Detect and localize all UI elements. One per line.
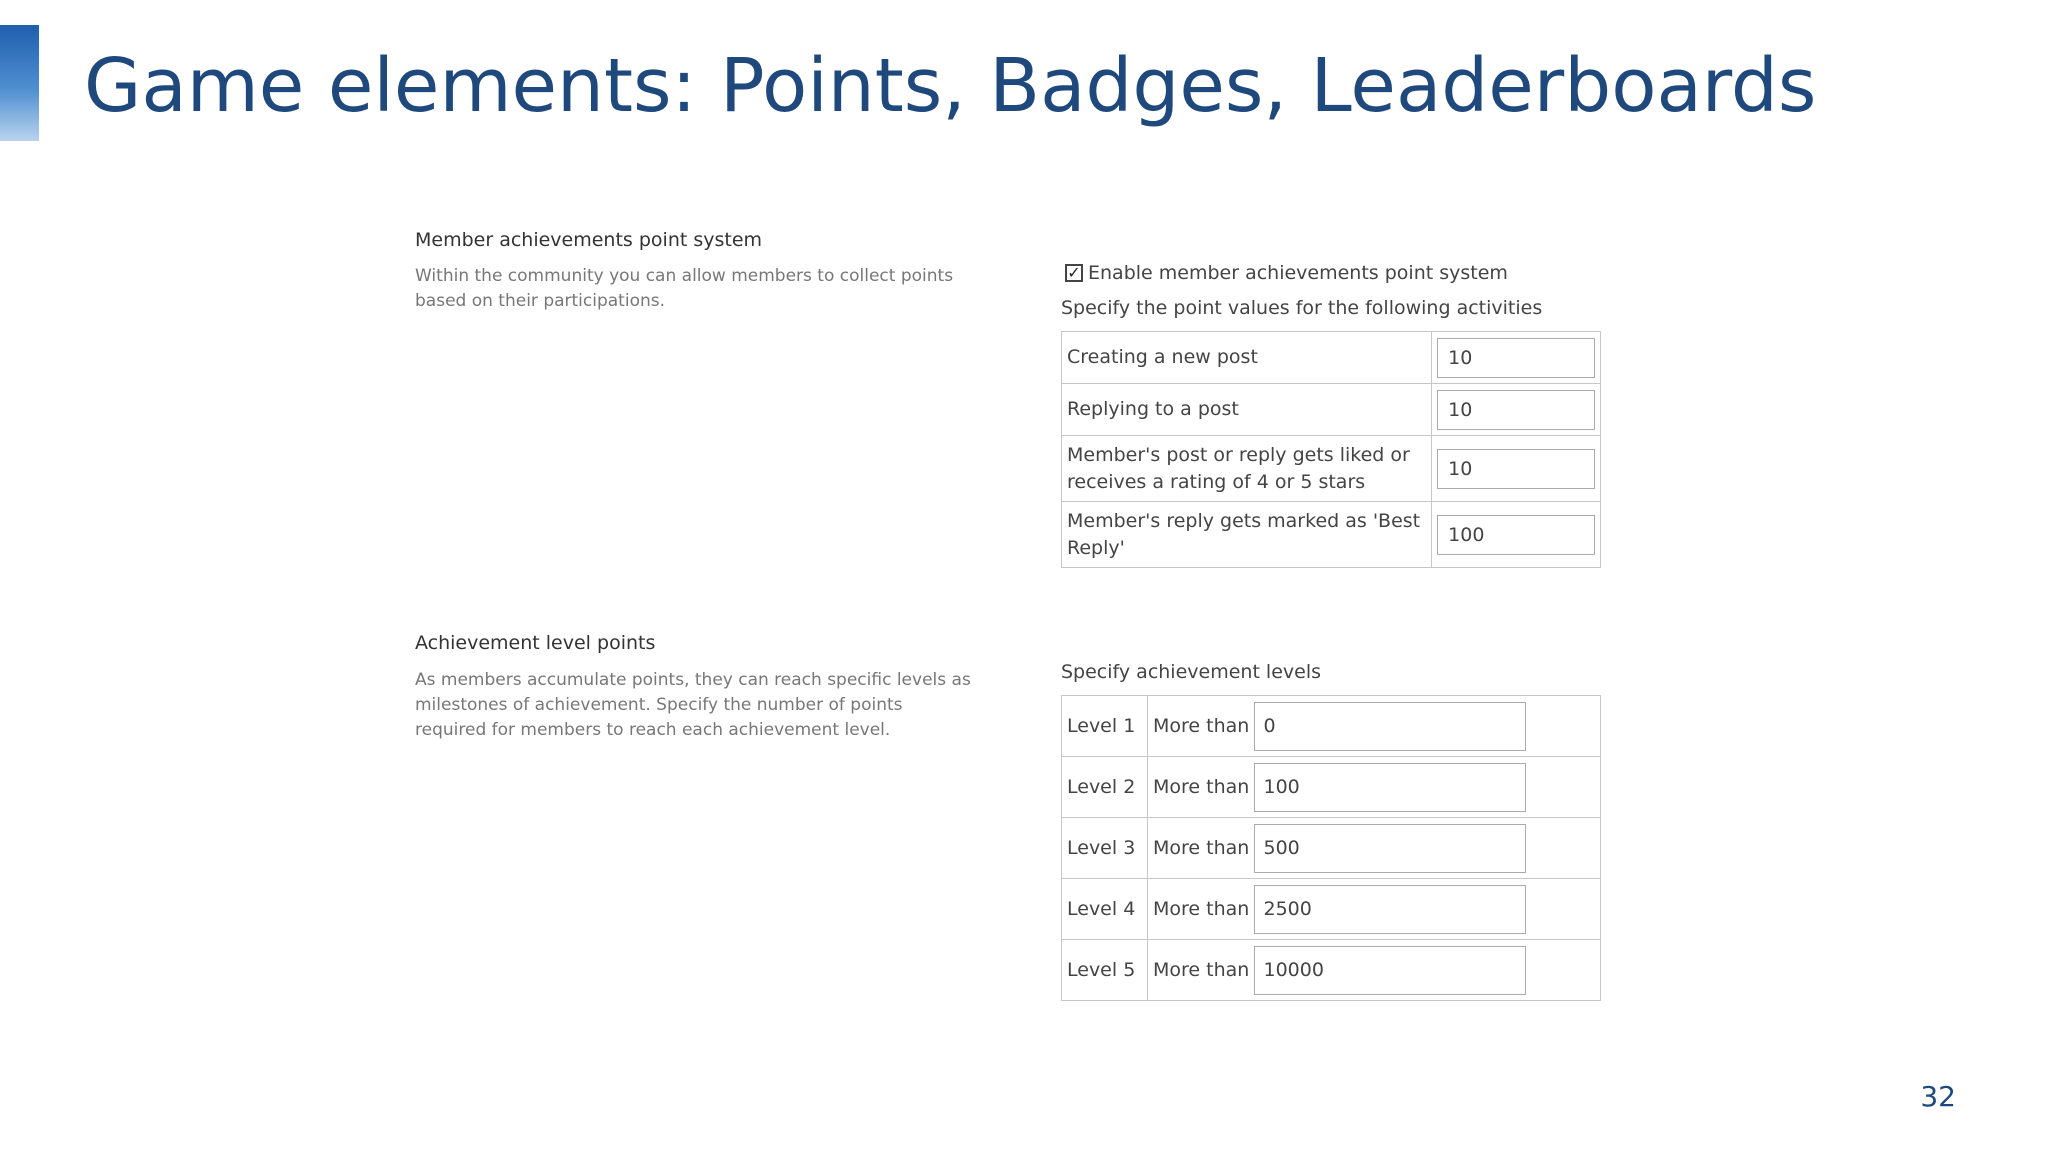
- slide-title: Game elements: Points, Badges, Leaderboards: [84, 43, 1817, 129]
- level-input-cell: [1254, 696, 1526, 757]
- level-label: Level 3: [1062, 818, 1148, 879]
- level-input-cell: [1254, 940, 1526, 1001]
- activity-points-table: [1061, 331, 1601, 568]
- row-spacer: [1526, 940, 1601, 1001]
- row-spacer: [1526, 818, 1601, 879]
- row-spacer: [1526, 696, 1601, 757]
- row-spacer: [1526, 757, 1601, 818]
- achievement-levels-table: [1061, 695, 1601, 1001]
- level-points-input[interactable]: 2500: [1254, 885, 1526, 934]
- level-input-cell: [1254, 879, 1526, 940]
- activity-label: Replying to a post: [1062, 384, 1432, 436]
- activity-cell: [1432, 332, 1601, 384]
- level-points-input[interactable]: 100: [1254, 763, 1526, 812]
- activity-label: Member's post or reply gets liked or receives a rating of 4 or 5 stars: [1062, 436, 1432, 502]
- table-row: [1062, 879, 1601, 940]
- activity-label: Member's reply gets marked as 'Best Reply': [1062, 502, 1432, 568]
- level-input-cell: [1254, 757, 1526, 818]
- activity-cell: [1432, 502, 1601, 568]
- table-row: [1062, 696, 1601, 757]
- level-label: Level 2: [1062, 757, 1148, 818]
- activity-points-input[interactable]: 100: [1437, 515, 1595, 555]
- level-input-cell: [1254, 818, 1526, 879]
- activity-cell: [1432, 384, 1601, 436]
- activity-points-input[interactable]: 10: [1437, 338, 1595, 378]
- activity-cell: [1432, 436, 1601, 502]
- activity-label: Creating a new post: [1062, 332, 1432, 384]
- points-section-heading: Member achievements point system: [415, 229, 763, 251]
- row-spacer: [1526, 879, 1601, 940]
- enable-points-row[interactable]: [1065, 262, 1508, 284]
- table-row: [1062, 940, 1601, 1001]
- levels-instruction: Specify achievement levels: [1061, 661, 1322, 683]
- more-than-label: More than: [1148, 818, 1254, 879]
- levels-section-heading: Achievement level points: [415, 632, 656, 654]
- table-row: [1062, 436, 1601, 502]
- more-than-label: More than: [1148, 696, 1254, 757]
- levels-section-description: As members accumulate points, they can reach specific levels as milestones of achievement. Specify the number of points required for members to reach each achievement level.: [415, 670, 971, 740]
- activity-points-input[interactable]: 10: [1437, 390, 1595, 430]
- points-section-description: Within the community you can allow members to collect points based on their participations.: [415, 266, 954, 311]
- enable-points-checkbox[interactable]: [1065, 264, 1083, 282]
- table-row: [1062, 757, 1601, 818]
- points-instruction: Specify the point values for the following activities: [1061, 297, 1543, 319]
- level-points-input[interactable]: 10000: [1254, 946, 1526, 995]
- enable-points-label: Enable member achievements point system: [1088, 262, 1508, 284]
- more-than-label: More than: [1148, 757, 1254, 818]
- checkmark-icon: ✓: [1067, 263, 1081, 282]
- level-points-input[interactable]: 500: [1254, 824, 1526, 873]
- level-label: Level 5: [1062, 940, 1148, 1001]
- table-row: [1062, 332, 1601, 384]
- level-label: Level 1: [1062, 696, 1148, 757]
- activity-points-input[interactable]: 10: [1437, 449, 1595, 489]
- level-label: Level 4: [1062, 879, 1148, 940]
- more-than-label: More than: [1148, 940, 1254, 1001]
- settings-screenshot: [385, 170, 2005, 1040]
- more-than-label: More than: [1148, 879, 1254, 940]
- table-row: [1062, 818, 1601, 879]
- level-points-input[interactable]: 0: [1254, 702, 1526, 751]
- page-number: 32: [1920, 1080, 1956, 1113]
- table-row: [1062, 384, 1601, 436]
- table-row: [1062, 502, 1601, 568]
- title-accent-bar: [0, 25, 39, 141]
